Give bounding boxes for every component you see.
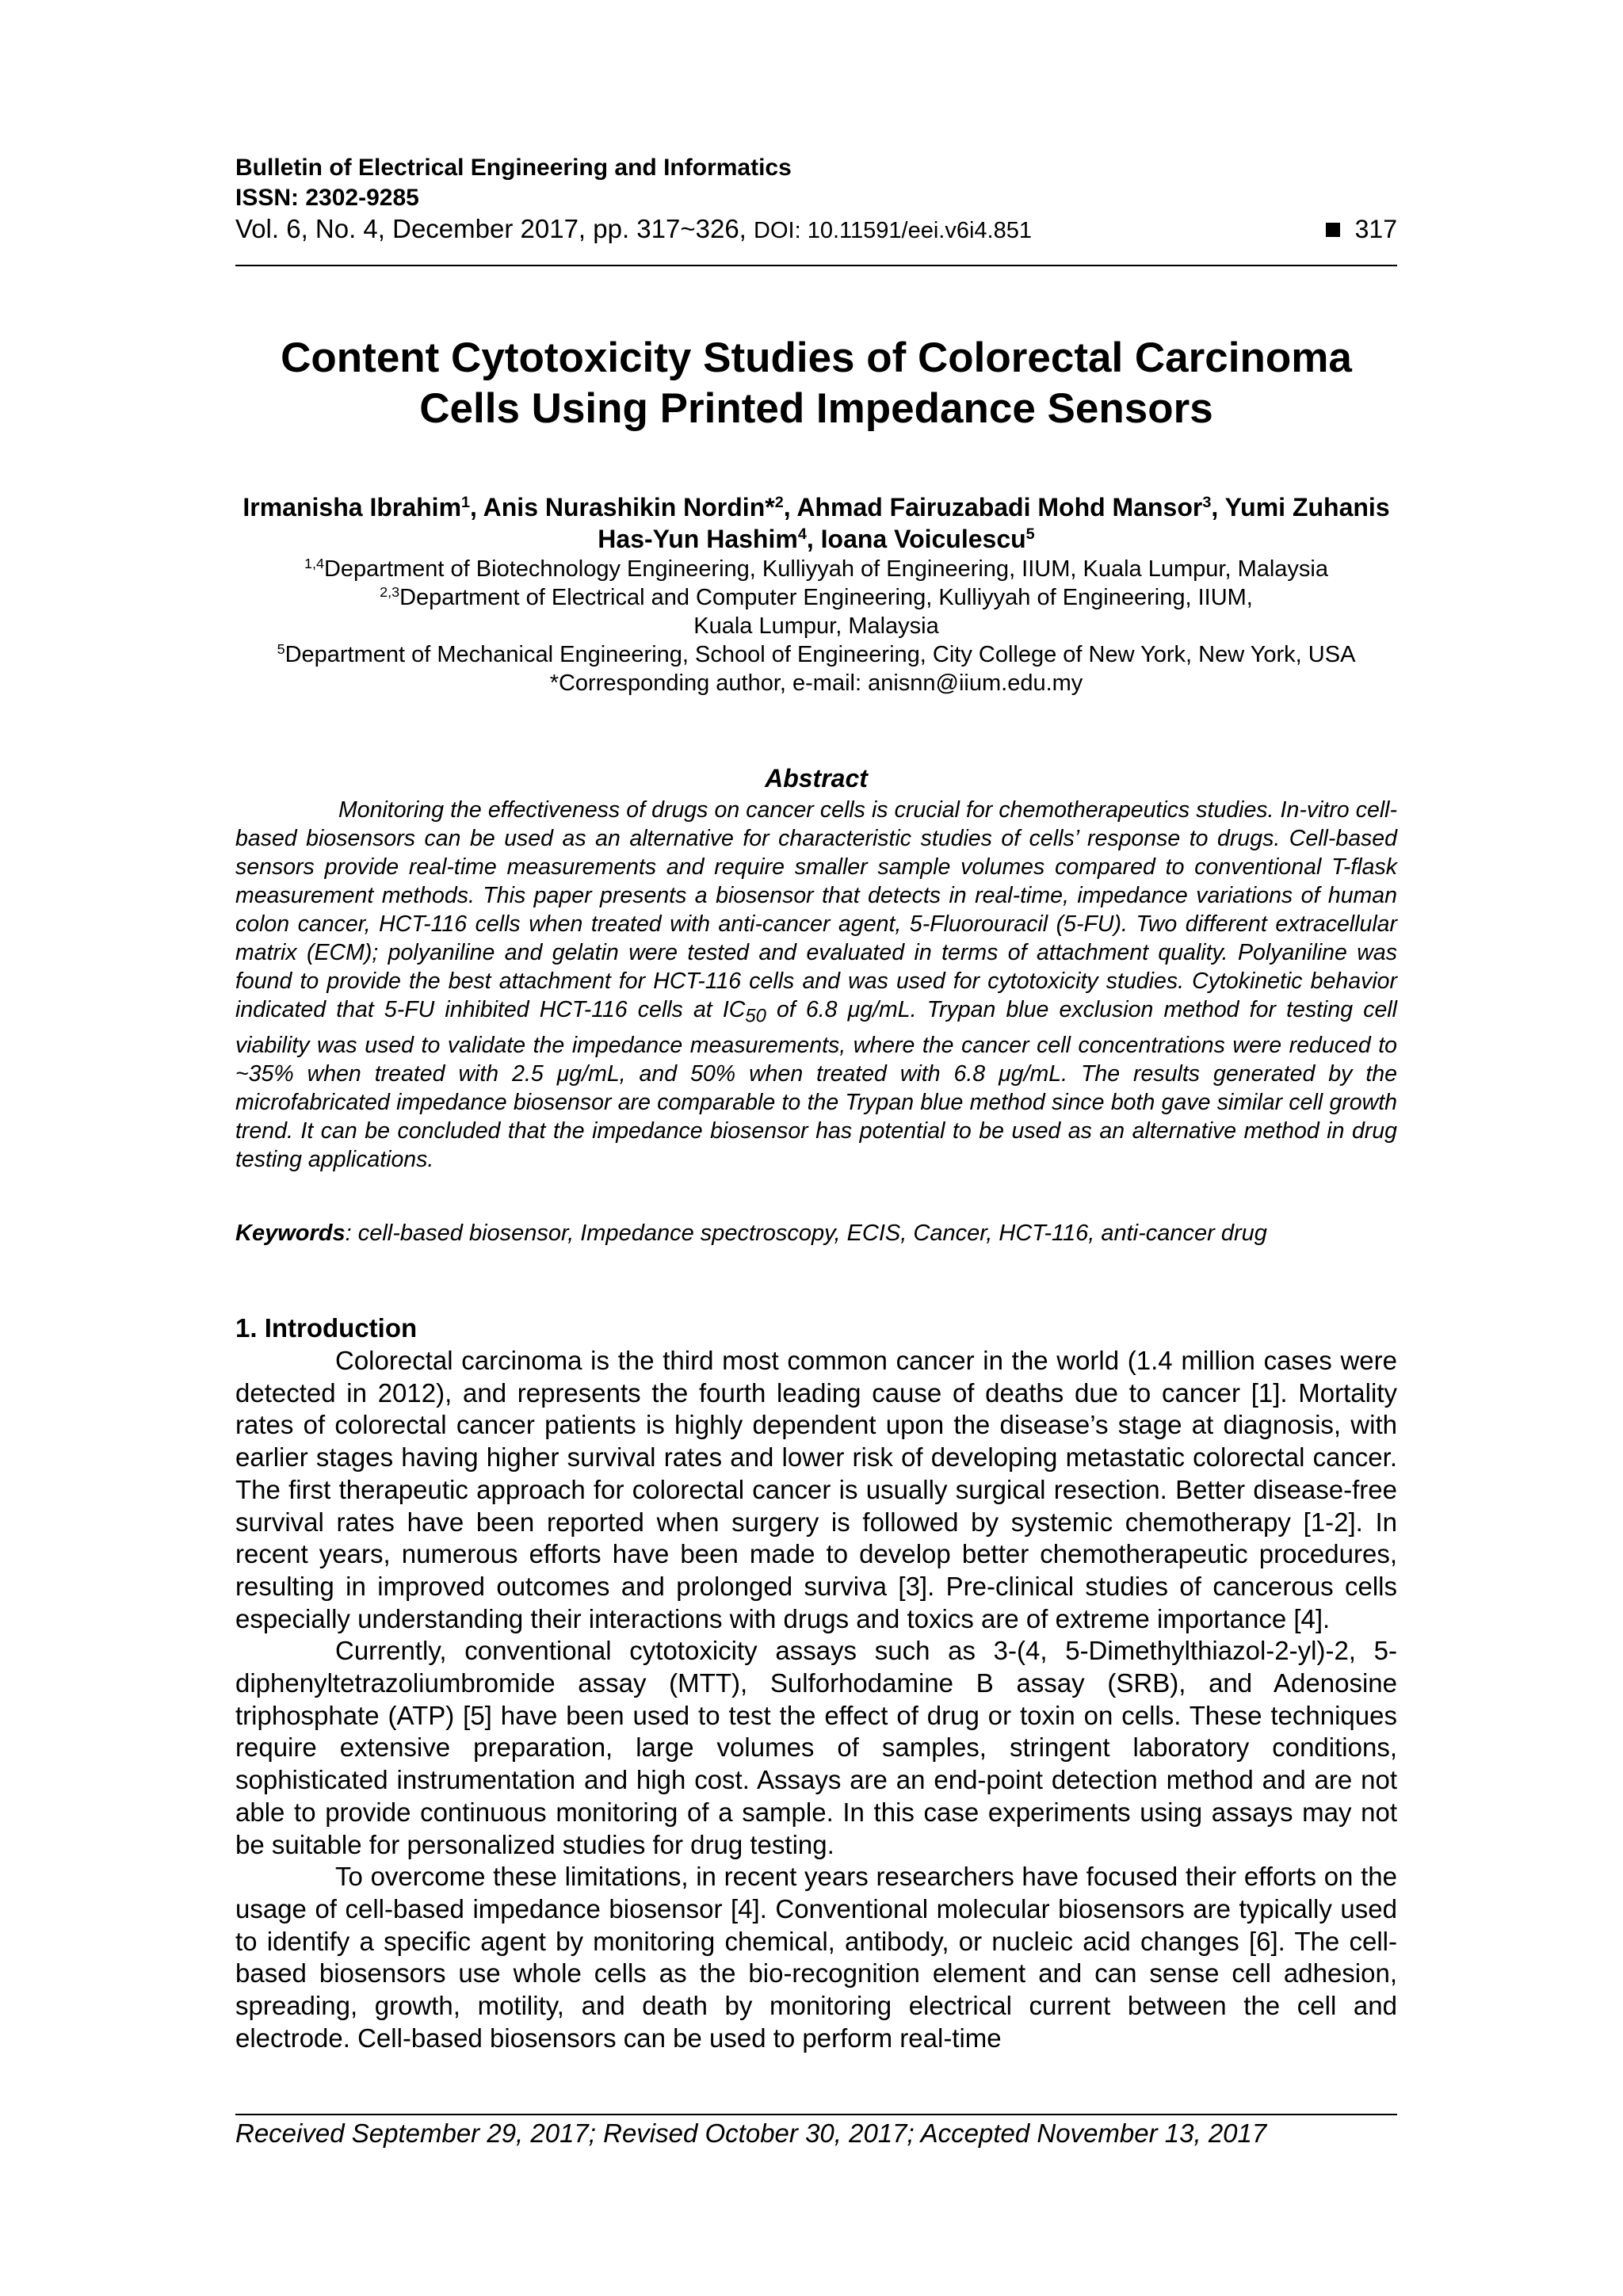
header-divider xyxy=(235,265,1397,266)
corresponding-author: *Corresponding author, e-mail: anisnn@iium.edu.my xyxy=(549,670,1083,696)
square-bullet-icon xyxy=(1326,223,1340,237)
volume-info: Vol. 6, No. 4, December 2017, pp. 317~326, xyxy=(235,214,754,243)
author-affil-sup: 5 xyxy=(1025,525,1035,544)
affiliations xyxy=(235,555,1397,697)
journal-name: Bulletin of Electrical Engineering and Informatics xyxy=(235,155,792,181)
affil-text: Department of Electrical and Computer Engineering, Kulliyyah of Engineering, IIUM, xyxy=(399,585,1253,610)
abstract-text: of 6.8 μg/mL. Trypan blue exclusion method for testing cell viability was used to validate the impedance measurements, where the cancer cell concentrations were reduced to ~35% when treated with 2.5 μg/mL, and 50% when treated with 6.8 μg/mL. The results generated by the microfabricated impedance biosensor are comparable to the Trypan blue method since both gave similar cell growth trend. It can be concluded that the impedance biosensor has potential to be used as an alternative method in drug testing applications. xyxy=(235,997,1397,1172)
author-name: Ahmad Fairuzabadi Mohd Mansor xyxy=(796,493,1203,521)
author-name: Anis Nurashikin Nordin* xyxy=(483,493,775,521)
footer-divider xyxy=(235,2114,1397,2115)
author-affil-sup: 2 xyxy=(774,494,784,512)
introduction-body xyxy=(235,1345,1397,2054)
volume-line xyxy=(235,213,1397,246)
paragraph: To overcome these limitations, in recent years researchers have focused their efforts on the usage of cell-based impedance biosensor [4]. Conventional molecular biosensors are typically used to identify a specific agent by monitoring chemical, antibody, or nucleic acid changes [6]. The cell-based biosensors use whole cells as the bio-recognition element and can sense cell adhesion, spreading, growth, motility, and death by monitoring electrical current between the cell and electrode. Cell-based biosensors can be used to perform real-time xyxy=(235,1862,1397,2053)
author-name: Yumi Zuhanis Has-Yun Hashim xyxy=(598,493,1390,553)
author-list xyxy=(235,491,1397,555)
affiliation-1 xyxy=(235,555,1397,583)
paper-title xyxy=(235,333,1397,434)
affil-sup: 5 xyxy=(277,641,285,658)
keywords xyxy=(235,1219,1397,1247)
title-line-2: Cells Using Printed Impedance Sensors xyxy=(419,385,1213,432)
author-name: Ioana Voiculescu xyxy=(820,525,1026,553)
abstract-body xyxy=(235,796,1397,1174)
affiliation-2 xyxy=(235,583,1397,612)
affiliation-2-cont: Kuala Lumpur, Malaysia xyxy=(693,613,939,639)
paragraph: Currently, conventional cytotoxicity assays such as 3-(4, 5-Dimethylthiazol-2-yl)-2, 5-diphenyltetrazoliumbromide assay (MTT), Sulforhodamine B assay (SRB), and Adenosine triphosphate (ATP) [5] have been used to test the effect of drug or toxin on cells. These techniques require extensive preparation, large volumes of samples, stringent laboratory conditions, sophisticated instrumentation and high cost. Assays are an end-point detection method and are not able to provide continuous monitoring of a sample. In this case experiments using assays may not be suitable for personalized studies for drug testing. xyxy=(235,1636,1397,1859)
section-heading-introduction: 1. Introduction xyxy=(235,1313,418,1343)
abstract-text: Monitoring the effectiveness of drugs on cancer cells is crucial for chemotherapeutics studies. In-vitro cell-based biosensors can be used as an alternative for characteristic studies of cells’ response to drugs. Cell-based sensors provide real-time measurements and require smaller sample volumes compared to conventional T-flask measurement methods. This paper presents a biosensor that detects in real-time, impedance variations of human colon cancer, HCT-116 cells when treated with anti-cancer agent, 5-Fluorouracil (5-FU). Two different extracellular matrix (ECM); polyaniline and gelatin were tested and evaluated in terms of attachment quality. Polyaniline was found to provide the best attachment for HCT-116 cells and was used for cytotoxicity studies. Cytokinetic behavior indicated that 5-FU inhibited HCT-116 cells at IC xyxy=(235,797,1397,1022)
author-name: Irmanisha Ibrahim xyxy=(242,493,462,521)
affiliation-3 xyxy=(235,640,1397,669)
received-dates: Received September 29, 2017; Revised October 30, 2017; Accepted November 13, 2017 xyxy=(235,2118,1267,2148)
doi: DOI: 10.11591/eei.v6i4.851 xyxy=(754,218,1032,243)
author-affil-sup: 4 xyxy=(797,525,807,544)
affil-sup: 2,3 xyxy=(380,584,400,601)
author-affil-sup: 1 xyxy=(461,494,471,512)
author-affil-sup: 3 xyxy=(1202,494,1212,512)
affil-text: Department of Biotechnology Engineering, Kulliyyah of Engineering, IIUM, Kuala Lumpur, Malaysia xyxy=(323,556,1329,582)
affil-text: Department of Mechanical Engineering, School of Engineering, City College of New York, New York, USA xyxy=(285,642,1356,667)
author-line-1: Irmanisha Ibrahim$^1$, Anis Nurashikin Nordin*$^2$, Ahmad Fairuzabadi Mohd Mansor$^3$, Yumi Zuhanis Has-Yun Hashim$^4$, Ioana Voiculescu$^5$ xyxy=(242,493,1390,553)
paragraph: Colorectal carcinoma is the third most common cancer in the world (1.4 million cases were detected in 2012), and represents the fourth leading cause of deaths due to cancer [1]. Mortality rates of colorectal cancer patients is highly dependent upon the disease’s stage at diagnosis, with earlier stages having higher survival rates and lower risk of developing metastatic colorectal cancer. The first therapeutic approach for colorectal cancer is usually surgical resection. Better disease-free survival rates have been reported when surgery is followed by systemic chemotherapy [1-2]. In recent years, numerous efforts have been made to develop better chemotherapeutic procedures, resulting in improved outcomes and prolonged surviva [3]. Pre-clinical studies of cancerous cells especially understanding their interactions with drugs and toxics are of extreme importance [4]. xyxy=(235,1346,1397,1633)
affil-sup: 1,4 xyxy=(304,556,324,572)
journal-header xyxy=(235,153,1397,246)
keywords-text: : cell-based biosensor, Impedance spectroscopy, ECIS, Cancer, HCT-116, anti-cancer drug xyxy=(345,1221,1267,1246)
title-line-1: Content Cytotoxicity Studies of Colorectal Carcinoma xyxy=(281,334,1352,381)
keywords-label: Keywords xyxy=(235,1221,346,1246)
abstract-heading: Abstract xyxy=(765,764,868,793)
issn: ISSN: 2302-9285 xyxy=(235,185,419,211)
ic50-subscript: 50 xyxy=(745,1005,766,1027)
page-number: 317 xyxy=(1354,215,1397,243)
